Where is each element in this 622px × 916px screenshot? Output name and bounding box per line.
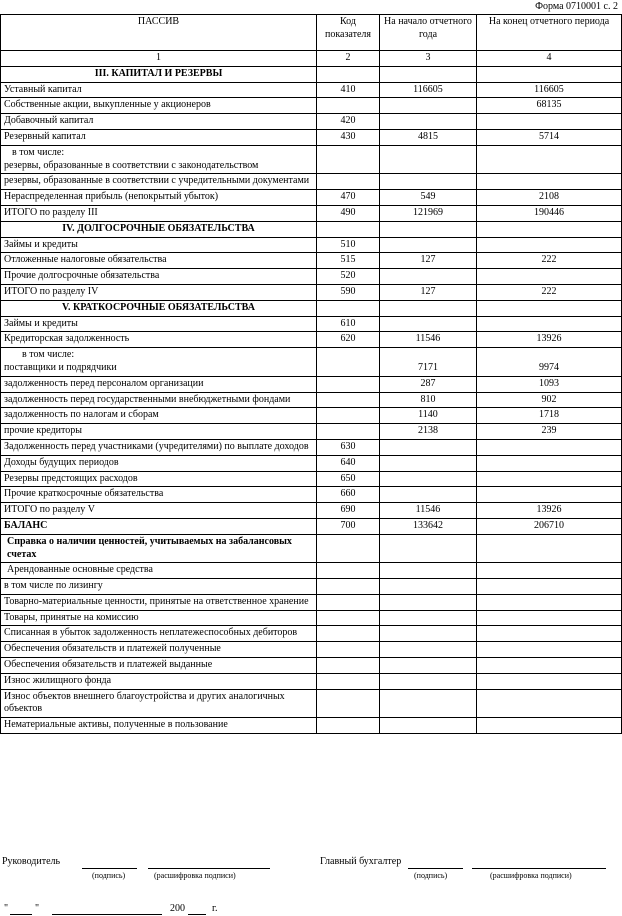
row-code: 610 (317, 316, 380, 332)
row-label: ИТОГО по разделу IV (1, 284, 317, 300)
row-label: Задолженность перед участниками (учредителями) по выплате доходов (1, 439, 317, 455)
row-code: 510 (317, 237, 380, 253)
row-start: 2138 (380, 424, 477, 440)
table-row (1, 332, 622, 348)
table-row (1, 237, 622, 253)
header-row (1, 15, 622, 51)
accountant-signature-caption: (подпись) (414, 871, 448, 880)
row-start: 287 (380, 376, 477, 392)
section-title: IV. ДОЛГОСРОЧНЫЕ ОБЯЗАТЕЛЬСТВА (1, 221, 317, 237)
head-signature-caption: (подпись) (92, 871, 126, 880)
row-label: Арендованные основные средства (1, 563, 317, 579)
row-end: 902 (477, 392, 622, 408)
accountant-label: Главный бухгалтер (320, 856, 402, 867)
date-year: 200 (170, 903, 185, 914)
row-label: Уставный капитал (1, 82, 317, 98)
reserves-docs-label: резервы, образованные в соответствии с учредительными документами (1, 174, 317, 190)
signature-block (0, 856, 622, 916)
head-decode-caption: (расшифровка подписи) (154, 871, 236, 880)
row-label (1, 145, 317, 174)
row-label: Износ жилищного фонда (1, 673, 317, 689)
row-label (1, 348, 317, 377)
date-month-line (52, 914, 162, 915)
row-label: Товарно-материальные ценности, принятые на ответственное хранение (1, 594, 317, 610)
table-row (1, 579, 622, 595)
row-start: 116605 (380, 82, 477, 98)
suppliers-label: поставщики и подрядчики (4, 361, 117, 373)
row-end: 1093 (477, 376, 622, 392)
row-start: 7171 (380, 348, 477, 377)
table-row (1, 114, 622, 130)
accountant-decode-caption: (расшифровка подписи) (490, 871, 572, 880)
row-label: прочие кредиторы (1, 424, 317, 440)
row-end: 9974 (477, 348, 622, 377)
header-start: На начало отчетного года (380, 15, 477, 51)
reserves-law-label: резервы, образованные в соответствии с законодательством (4, 159, 259, 171)
table-row (1, 563, 622, 579)
table-row (1, 471, 622, 487)
table-row (1, 284, 622, 300)
row-label: в том числе по лизингу (1, 579, 317, 595)
row-start: 1140 (380, 408, 477, 424)
row-label: Займы и кредиты (1, 237, 317, 253)
row-label: Прочие краткосрочные обязательства (1, 487, 317, 503)
row-end: 2108 (477, 190, 622, 206)
row-code: 430 (317, 129, 380, 145)
off-balance-title: Справка о наличии ценностей, учитываемых на забалансовых счетах (1, 534, 317, 563)
table-row (1, 253, 622, 269)
row-end: 222 (477, 253, 622, 269)
row-end: 5714 (477, 129, 622, 145)
table-row (1, 174, 622, 190)
row-label: БАЛАНС (1, 518, 317, 534)
section-title: V. КРАТКОСРОЧНЫЕ ОБЯЗАТЕЛЬСТВА (1, 300, 317, 316)
section-row (1, 300, 622, 316)
row-start: 11546 (380, 503, 477, 519)
row-label: Резервы предстоящих расходов (1, 471, 317, 487)
row-end: 239 (477, 424, 622, 440)
row-label: задолженность по налогам и сборам (1, 408, 317, 424)
row-label: Отложенные налоговые обязательства (1, 253, 317, 269)
table-row (1, 82, 622, 98)
table-row (1, 392, 622, 408)
table-row (1, 190, 622, 206)
section-title: III. КАПИТАЛ И РЕЗЕРВЫ (1, 66, 317, 82)
table-row (1, 503, 622, 519)
row-code: 420 (317, 114, 380, 130)
row-code: 490 (317, 205, 380, 221)
col-number-4: 4 (477, 51, 622, 67)
table-row (1, 487, 622, 503)
row-end: 222 (477, 284, 622, 300)
date-year-suffix: г. (212, 903, 218, 914)
table-row (1, 455, 622, 471)
row-end: 1718 (477, 408, 622, 424)
table-row (1, 518, 622, 534)
column-numbers-row (1, 51, 622, 67)
row-code: 515 (317, 253, 380, 269)
row-label: Списанная в убыток задолженность неплатежеспособных дебиторов (1, 626, 317, 642)
col-number-1: 1 (1, 51, 317, 67)
row-label: Кредиторская задолженность (1, 332, 317, 348)
row-end: 68135 (477, 98, 622, 114)
row-label: Прочие долгосрочные обязательства (1, 269, 317, 285)
table-row (1, 376, 622, 392)
row-start: 11546 (380, 332, 477, 348)
table-row (1, 689, 622, 718)
row-start: 121969 (380, 205, 477, 221)
header-liabilities: ПАССИВ (1, 15, 317, 51)
row-start: 127 (380, 253, 477, 269)
date-day-line (10, 914, 32, 915)
row-label: задолженность перед персоналом организации (1, 376, 317, 392)
row-label: Собственные акции, выкупленные у акционеров (1, 98, 317, 114)
date-year-line (188, 914, 206, 915)
row-label: Резервный капитал (1, 129, 317, 145)
row-start: 810 (380, 392, 477, 408)
row-label: Добавочный капитал (1, 114, 317, 130)
row-start: 549 (380, 190, 477, 206)
head-decode-line (148, 868, 270, 869)
row-code: 640 (317, 455, 380, 471)
row-end: 206710 (477, 518, 622, 534)
row-code: 520 (317, 269, 380, 285)
table-row (1, 98, 622, 114)
row-start: 127 (380, 284, 477, 300)
table-row (1, 348, 622, 377)
table-row (1, 205, 622, 221)
row-end: 13926 (477, 503, 622, 519)
row-label: задолженность перед государственными внебюджетными фондами (1, 392, 317, 408)
header-code: Код показателя (317, 15, 380, 51)
date-quote-close: " (35, 903, 40, 914)
row-code: 590 (317, 284, 380, 300)
row-code: 650 (317, 471, 380, 487)
row-label: Доходы будущих периодов (1, 455, 317, 471)
date-quote-open: " (4, 903, 9, 914)
table-row (1, 673, 622, 689)
col-number-3: 3 (380, 51, 477, 67)
row-label: ИТОГО по разделу III (1, 205, 317, 221)
row-start: 133642 (380, 518, 477, 534)
row-label: Нераспределенная прибыль (непокрытый убыток) (1, 190, 317, 206)
section-row (1, 66, 622, 82)
section-row (1, 221, 622, 237)
row-label: ИТОГО по разделу V (1, 503, 317, 519)
row-end: 190446 (477, 205, 622, 221)
table-row (1, 316, 622, 332)
row-start: 4815 (380, 129, 477, 145)
row-code: 700 (317, 518, 380, 534)
row-code: 410 (317, 82, 380, 98)
row-label: Займы и кредиты (1, 316, 317, 332)
header-end: На конец отчетного периода (477, 15, 622, 51)
row-code: 470 (317, 190, 380, 206)
table-row (1, 718, 622, 734)
row-end: 13926 (477, 332, 622, 348)
table-row (1, 129, 622, 145)
table-row (1, 408, 622, 424)
balance-liabilities-table (0, 14, 622, 734)
col-number-2: 2 (317, 51, 380, 67)
table-row (1, 658, 622, 674)
table-row (1, 145, 622, 174)
table-row (1, 269, 622, 285)
row-code: 630 (317, 439, 380, 455)
row-label: Нематериальные активы, полученные в пользование (1, 718, 317, 734)
row-end: 116605 (477, 82, 622, 98)
row-code: 620 (317, 332, 380, 348)
including-label: в том числе: (22, 349, 75, 361)
table-row (1, 594, 622, 610)
table-row (1, 439, 622, 455)
table-row (1, 534, 622, 563)
form-number: Форма 0710001 с. 2 (535, 1, 618, 12)
accountant-signature-line (408, 868, 463, 869)
table-row (1, 626, 622, 642)
head-signature-line (82, 868, 137, 869)
table-row (1, 610, 622, 626)
accountant-decode-line (472, 868, 606, 869)
table-row (1, 424, 622, 440)
row-code: 690 (317, 503, 380, 519)
head-label: Руководитель (2, 856, 61, 867)
row-code: 660 (317, 487, 380, 503)
row-label: Обеспечения обязательств и платежей полученные (1, 642, 317, 658)
table-row (1, 642, 622, 658)
including-label: в том числе: (12, 146, 65, 158)
row-label: Товары, принятые на комиссию (1, 610, 317, 626)
row-label: Обеспечения обязательств и платежей выданные (1, 658, 317, 674)
row-label: Износ объектов внешнего благоустройства и других аналогичных объектов (1, 689, 317, 718)
